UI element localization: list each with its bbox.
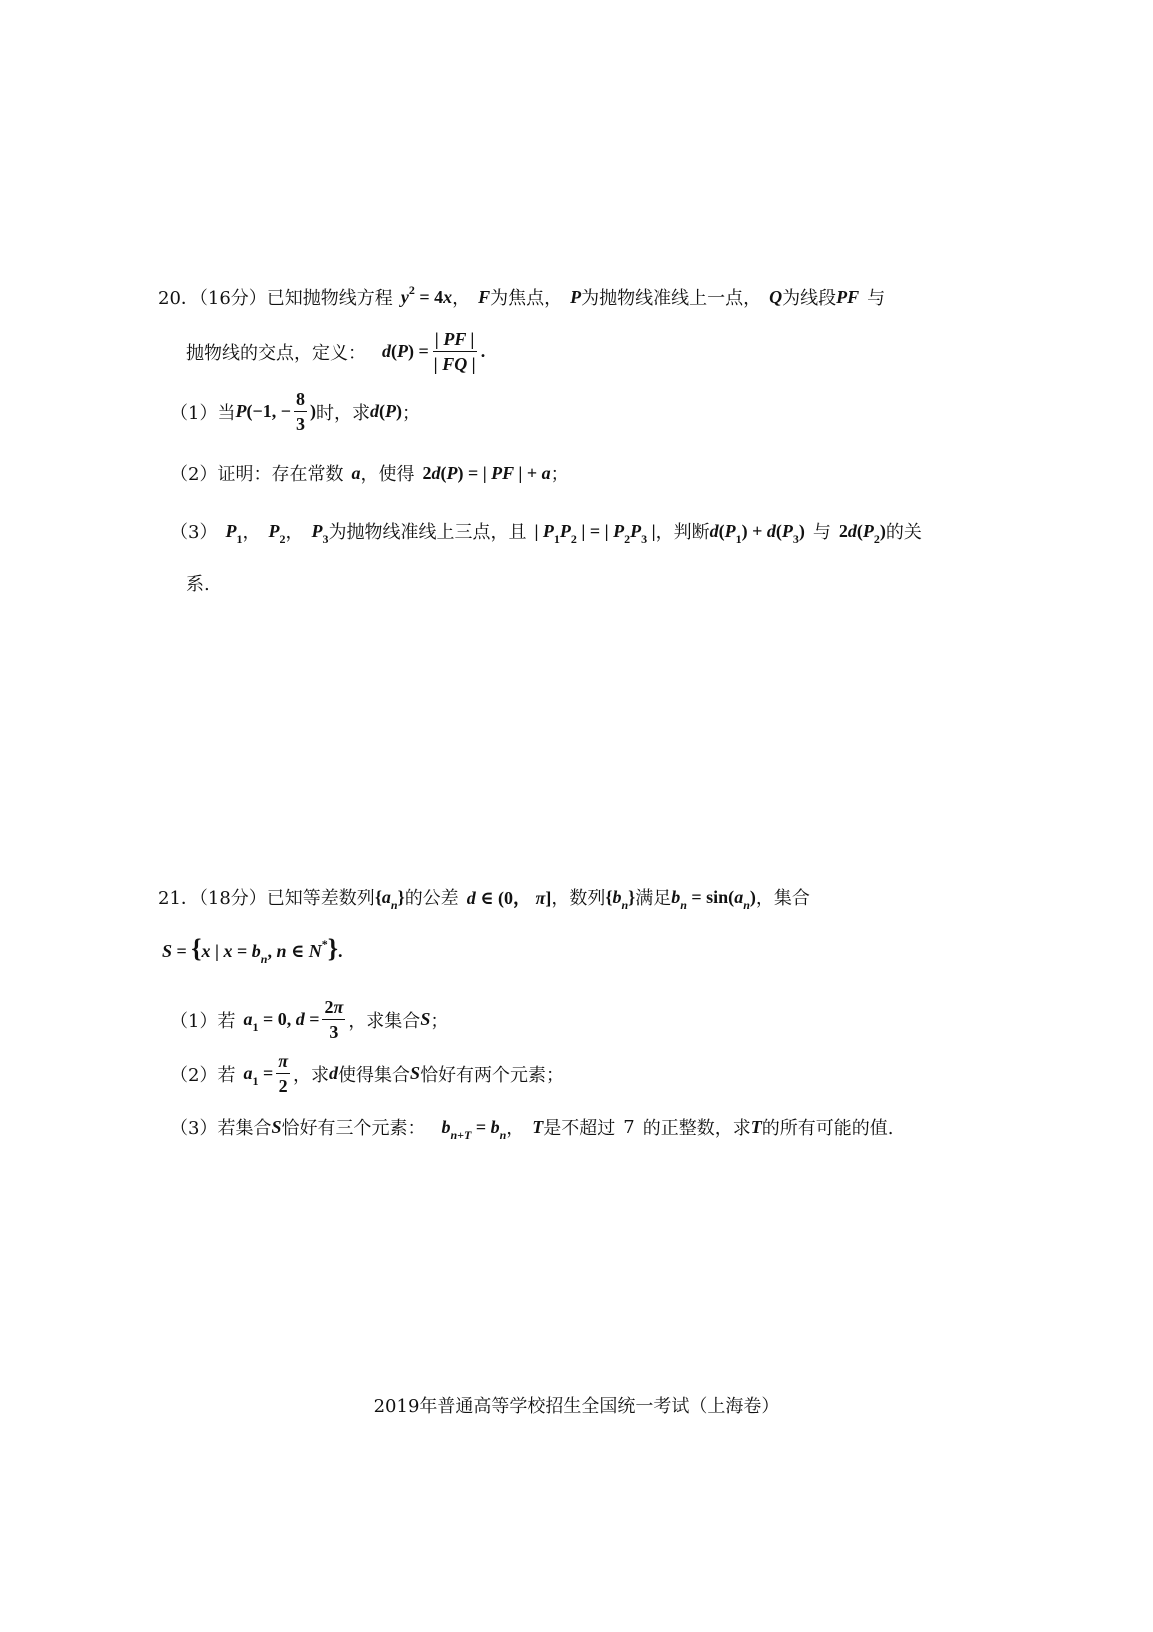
point-q-symbol: Q: [769, 286, 783, 307]
d-fraction: $\frac{2\pi}{3}$: [324, 997, 344, 1042]
q21-part2: （2）若 $a_1$ = $\frac{\pi}{2}$ ，求 d 使得集合 S 恰好有两个元素；: [170, 1051, 565, 1096]
q21-part3: （3）若集合 S 恰好有三个元素： $b_{n+T} = b_n$ ， T 是不超过 7 的正整数，求 T 的所有可能的值.: [170, 1116, 894, 1142]
parabola-equation: $y^2 = 4x$: [400, 282, 453, 307]
sum-formula: $d(P_1) + d(P_3)$: [709, 520, 805, 546]
segment-pf: PF: [836, 286, 860, 307]
coord-fraction: $\frac{8}{3}$: [295, 389, 305, 434]
q20-line1: 20．（16分）已知抛物线方程 $y^2 = 4x$ ， F 为焦点， P 为抛物线准线上一点， Q 为线段 PF 与: [158, 282, 886, 309]
equal-segments-formula: | $P_1P_2$ | = | $P_2P_3$ |: [534, 520, 656, 546]
q21-line1: 21．（18分）已知等差数列 $\{a_n\}$ 的公差 d ∈ (0， π] ，数列 $\{b_n\}$ 满足 $b_n = \sin(a_n)$ ，集合: [158, 884, 810, 910]
page-footer: [0, 1392, 1153, 1418]
initial-conditions-1: $a_1 = 0$, d =: [243, 1009, 320, 1034]
exam-title: 2019年普通高等学校招生全国统一考试（上海卷）: [373, 1396, 780, 1417]
q20-part3-cont: 系.: [186, 574, 210, 595]
initial-conditions-2: $a_1$ =: [243, 1063, 274, 1088]
point-p-symbol: P: [570, 286, 582, 307]
q20-part3: （3） $P_1$ ， $P_2$ ， $P_3$ 为抛物线准线上三点，且 | $P_1P_2$ | = | $P_2P_3$ | ，判断 $d(P_1) + d(P_3)$ 与 $2d(P_2)$ 的关: [170, 520, 922, 546]
definition-formula: d(P) =: [382, 341, 429, 361]
q20-line2: 抛物线的交点，定义： d(P) = $\frac{| PF |}{| FQ |}$ .: [186, 329, 486, 374]
q20-part2: （2）证明：存在常数 a ，使得 2d(P) = | PF | + a ；: [170, 462, 569, 485]
q20-intro: 20．（16分）已知抛物线方程: [158, 288, 393, 309]
definition-fraction: $\frac{| PF |}{| FQ |}$: [433, 329, 476, 374]
q21-line2: [162, 934, 343, 966]
periodicity-formula: $b_{n+T} = b_n$: [441, 1116, 507, 1142]
set-s-definition: S = {x | $x = b_n$, n ∈ N*}.: [162, 934, 343, 966]
sequence-b: $\{b_n\}$: [605, 886, 636, 912]
common-difference-range: d ∈ (0， π]: [466, 888, 552, 908]
q21-part1: （1）若 $a_1 = 0$, d = $\frac{2\pi}{3}$ ，求集合 S ；: [170, 997, 449, 1042]
a1-fraction: $\frac{\pi}{2}$: [278, 1051, 289, 1096]
identity-formula: 2d(P) = | PF | + a: [422, 462, 551, 483]
sequence-a: $\{a_n\}$: [374, 886, 405, 912]
focus-symbol: F: [478, 286, 491, 307]
q20-part1: （1）当 P(−1, − $\frac{8}{3}$ ) 时，求 d(P) ；: [170, 389, 420, 434]
b-definition: $b_n = \sin(a_n)$: [671, 886, 756, 912]
point-p-coords: P(−1, −: [235, 401, 291, 421]
